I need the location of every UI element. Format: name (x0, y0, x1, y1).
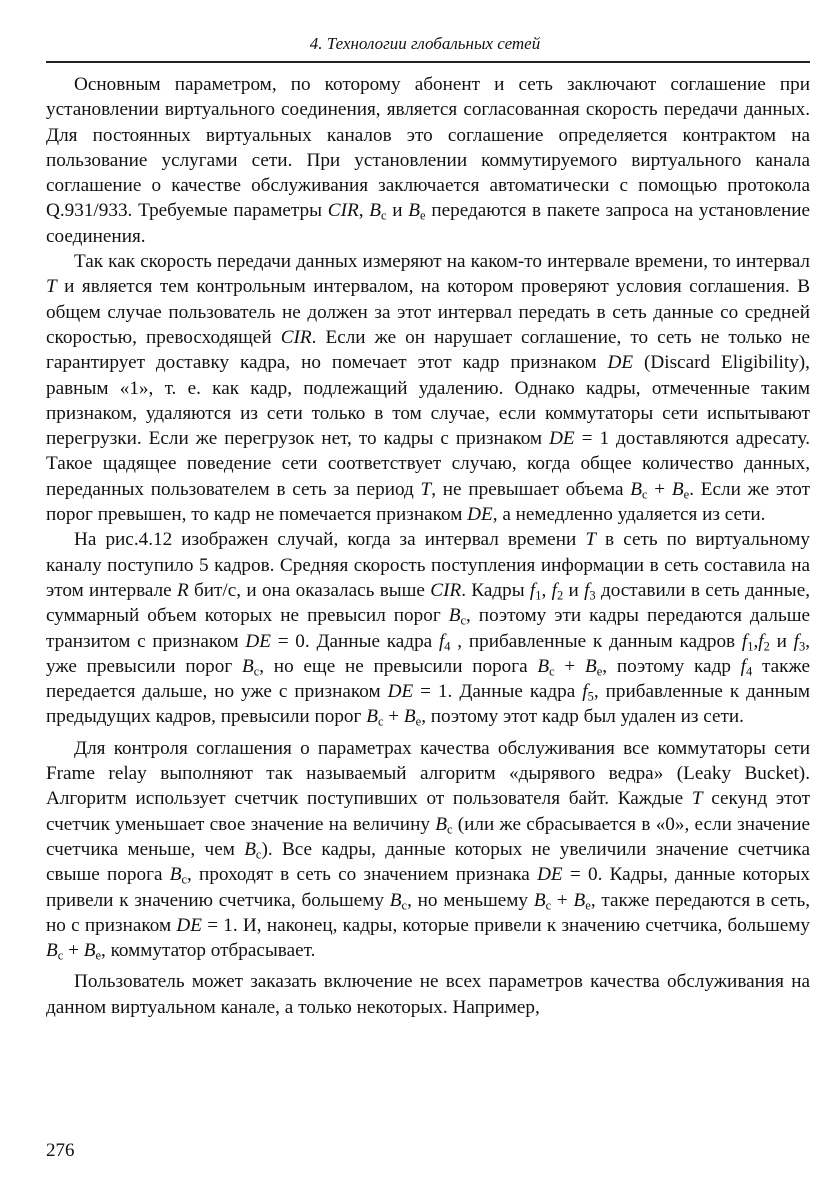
italic-term: f (582, 681, 588, 703)
subscript: 1 (535, 588, 542, 603)
italic-term: B (585, 655, 597, 677)
subscript: e (596, 664, 603, 679)
text-run: и (769, 630, 794, 652)
subscript: 3 (589, 588, 596, 603)
text-run: . Если же этот порог превышен, то кадр не помечается признаком (46, 478, 810, 526)
text-run: + (554, 655, 586, 677)
text-run: , также передаются в сеть, но с признаком (46, 889, 810, 936)
italic-term: f (584, 579, 590, 601)
italic-term: B (533, 889, 546, 911)
text-run: , проходят в сеть со значением признака (187, 864, 538, 886)
text-run: ). Все кадры, данные которых не увеличили значение счетчика свыше порога (46, 838, 810, 886)
subscript: c (446, 822, 453, 837)
italic-term: B (369, 200, 381, 222)
italic-term: f (741, 630, 748, 652)
italic-term: DE (537, 864, 563, 886)
italic-term: f (551, 579, 557, 601)
subscript: e (415, 715, 422, 730)
italic-term: T (46, 276, 57, 298)
page-header: 4. Технологии глобальных сетей (309, 34, 541, 53)
italic-term: T (585, 529, 596, 551)
italic-term: B (169, 864, 182, 886)
text-run: в сеть по виртуальному каналу поступило 5 кадров. Средняя скорость поступления информации в сеть составила на этом интервале (46, 529, 810, 601)
subscript: c (549, 664, 555, 679)
italic-term: B (83, 940, 96, 962)
text-run: , коммутатор отбрасывает. (100, 940, 316, 962)
paragraph (46, 736, 810, 964)
italic-term: CIR (280, 326, 312, 348)
subscript: c (253, 664, 260, 679)
italic-term: DE (549, 428, 575, 450)
italic-term: B (671, 478, 684, 500)
text-run: = 1. И, наконец, кадры, которые привели к значению счетчика, большему (201, 914, 810, 936)
text-run: передаются в пакете запроса на установление соединения. (46, 200, 810, 247)
body-text (46, 72, 810, 1020)
italic-term: B (573, 889, 586, 911)
subscript: c (255, 847, 262, 862)
text-run: и (386, 200, 409, 222)
italic-term: B (366, 706, 378, 728)
text-run: бит/с, и она оказалась выше (188, 579, 431, 601)
text-run: , поэтому этот кадр был удален из сети. (421, 706, 744, 728)
text-run: секунд этот счетчик уменьшает свое значение на величину (46, 788, 810, 835)
text-run: , прибавленные к данным кадров (450, 630, 742, 652)
subscript: c (401, 898, 408, 913)
text-run: Так как скорость передачи данных измеряют на каком-то интервале времени, то интервал (74, 251, 810, 273)
italic-term: DE (467, 504, 493, 526)
subscript: 3 (798, 639, 806, 654)
italic-term: B (46, 940, 58, 962)
subscript: c (380, 209, 387, 224)
subscript: 1 (747, 639, 754, 654)
header-rule (46, 61, 810, 63)
subscript: e (683, 487, 690, 502)
subscript: c (181, 872, 187, 887)
text-run: и (563, 579, 585, 601)
text-run: , (358, 200, 370, 222)
paragraph (46, 72, 810, 249)
text-run: , но меньшему (407, 889, 534, 911)
italic-term: T (420, 478, 432, 500)
subscript: e (95, 948, 101, 963)
text-run: = 0. Данные кадра (270, 630, 439, 652)
text-run: , но еще не превысили порога (259, 655, 538, 677)
text-run: + (383, 706, 404, 728)
italic-term: B (241, 655, 254, 677)
text-run: , прибавленные к данным предыдущих кадров, превысили порог (46, 681, 810, 728)
text-run: , поэтому эти кадры передаются дальше транзитом с признаком (46, 605, 810, 652)
text-run: + (551, 889, 574, 911)
italic-term: B (244, 838, 256, 860)
text-run: (или же сбрасывается в «0», если значение счетчика меньше, чем (46, 813, 810, 860)
page-number: 276 (46, 1140, 75, 1161)
text-run: , (541, 579, 552, 601)
italic-term: B (408, 200, 421, 222)
italic-term: f (793, 630, 799, 652)
subscript: c (57, 948, 64, 963)
italic-term: B (389, 889, 402, 911)
italic-term: B (537, 655, 550, 677)
text-run: = 1. Данные кадра (413, 681, 583, 703)
italic-term: T (691, 788, 703, 810)
text-run: На рис.4.12 изображен случай, когда за интервал времени (74, 529, 586, 551)
text-run: Для контроля соглашения о параметрах качества обслуживания все коммутаторы сети Frame relay выполняют так называемый алгоритм «дырявого ведра» (Leaky Bucket). Алгоритм использует счетчик поступивших от пользователя байт. Каждые (46, 737, 810, 810)
italic-term: DE (387, 681, 414, 703)
italic-term: f (529, 579, 536, 601)
subscript: c (545, 898, 552, 913)
subscript: 2 (763, 639, 770, 654)
text-run: Основным параметром, по которому абонент и сеть заключают соглашение при установлении виртуального соединения, является согласованная скорость передачи данных. Для постоянных виртуальных каналов это соглашение определяется контрактом на пользование услугами сети. При установлении коммутируемого виртуального канала соглашение о качестве обслуживания заключается автоматически с помощью протокола Q.931/933. Требуемые параметры (46, 74, 810, 222)
subscript: 2 (556, 588, 564, 603)
text-run: . Если же он нарушает соглашение, то сеть не только не гарантирует доставку кадра, но помечает этот кадр признаком (46, 326, 810, 374)
paragraph (46, 969, 810, 1020)
subscript: c (641, 487, 648, 502)
italic-term: f (758, 630, 764, 652)
text-run: , (753, 630, 759, 652)
subscript: c (377, 715, 384, 730)
paragraph (46, 249, 810, 527)
italic-term: f (438, 630, 445, 652)
subscript: c (460, 613, 466, 628)
text-run: + (63, 940, 84, 962)
subscript: 4 (746, 664, 753, 679)
italic-term: B (630, 478, 642, 500)
paragraph (46, 527, 810, 729)
text-run: доставили в сеть данные, суммарный объем которых не превысил порог (46, 579, 811, 627)
text-run: , а немедленно удаляется из сети. (492, 504, 766, 526)
italic-term: B (448, 605, 461, 627)
subscript: 4 (444, 639, 451, 654)
text-run: , уже превысили порог (46, 630, 811, 677)
text-run: Пользователь может заказать включение не всех параметров качества обслуживания на данном виртуальном канале, а только некоторых. Например, (46, 971, 810, 1018)
subscript: e (420, 209, 426, 224)
subscript: e (585, 898, 591, 913)
subscript: 5 (587, 689, 594, 704)
text-run: , поэтому кадр (602, 655, 741, 677)
italic-term: B (403, 706, 416, 728)
italic-term: DE (607, 352, 634, 374)
text-run: , не превышает объема (431, 478, 631, 500)
italic-term: CIR (430, 579, 462, 601)
italic-term: R (176, 579, 189, 601)
text-run: также передается дальше, но уже с признаком (46, 655, 810, 703)
italic-term: B (435, 813, 447, 835)
text-run: = 1 доставляются адресату. Такое щадящее поведение сети соответствует случаю, когда общее количество данных, переданных пользователем в сеть за период (46, 428, 811, 500)
text-run: . Кадры (461, 579, 530, 601)
text-run: (Discard Eligibility), равным «1», т. е. как кадр, подлежащий удалению. Однако кадры, отмеченные таким признаком, удаляются из сети только в том случае, если коммутаторы сети испытывают перегрузки. Если же перегрузок нет, то кадры с признаком (46, 352, 810, 450)
italic-term: CIR (327, 200, 359, 222)
text-run: + (647, 478, 672, 500)
italic-term: f (740, 655, 747, 677)
italic-term: DE (176, 914, 202, 936)
italic-term: DE (245, 630, 271, 652)
text-run: и является тем контрольным интервалом, на котором проверяют условия соглашения. В общем случае пользователь не должен за этот интервал передать в сеть данные со средней скоростью, превосходящей (46, 276, 810, 348)
text-run: = 0. Кадры, данные которых привели к значению счетчика, большему (46, 864, 810, 911)
